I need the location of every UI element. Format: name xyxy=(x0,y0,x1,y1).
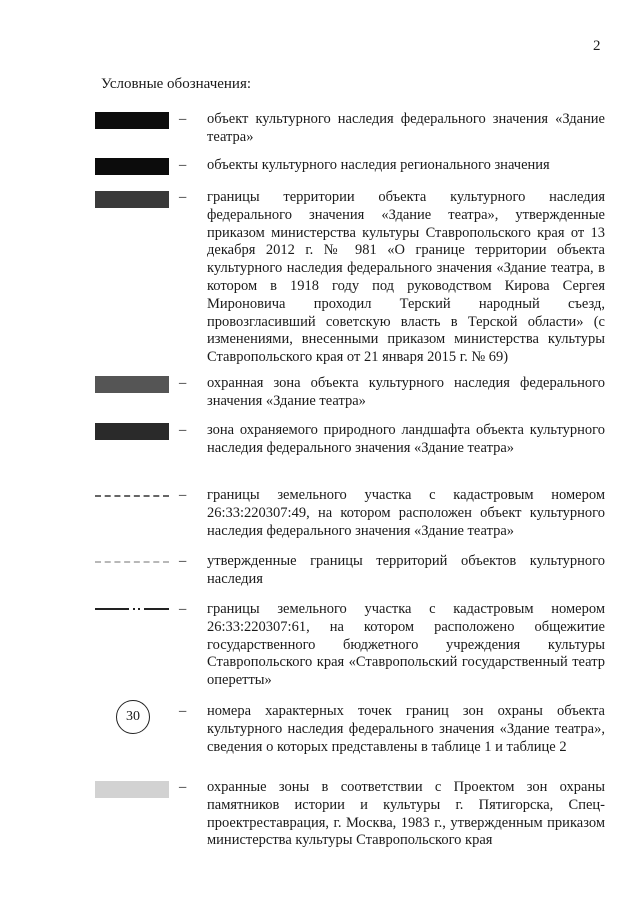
legend-item-text: охранная зона объекта культурного наследия федерального значения «Здание театра» xyxy=(207,375,605,409)
legend-symbol-black-fill xyxy=(95,158,169,175)
legend-title: Условные обозначения: xyxy=(101,76,252,92)
legend-item-text: номера характерных точек границ зон охраны объекта культурного наследия федерального значения «Здание театра», сведения о которых представлены в таблице 1 и таблице 2 xyxy=(207,703,605,755)
legend-item-text: границы территории объекта культурного наследия федерального значения «Здание театра», утвержденные приказом министерства культуры Ставропольского края от 13 декабря 2012 г. № 981 «О границе территории объекта культурного наследия федерального значения «Здание театра, в котором в 1918 году под руководством Кирова Сергея Мироновича проходил Терский народный съезд, провозгласивший советскую власть в Терской области» (с изменениями, внесенными приказом министерства культуры Ставропольского края от 21 января 2015 г. № 69) xyxy=(207,189,605,366)
legend-symbol-light-grey-fill xyxy=(95,781,169,798)
legend-symbol-light-dashed-line xyxy=(95,561,169,563)
legend-item-text: объекты культурного наследия регионального значения xyxy=(207,157,550,173)
legend-symbol-circled-number: 30 xyxy=(116,700,150,734)
legend-item-text: границы земельного участка с кадастровым номером 26:33:220307:61, на котором расположено общежитие государственного бюджетного учреждения культуры Ставропольского края «Ставропольский государственный театр оперетты» xyxy=(207,601,605,689)
legend-dash: – xyxy=(179,422,187,438)
legend-item-text: зона охраняемого природного ландшафта объекта культурного наследия федерального значения «Здание театра» xyxy=(207,422,605,456)
legend-dash: – xyxy=(179,375,187,391)
legend-dash: – xyxy=(179,779,187,795)
legend-dash: – xyxy=(179,111,187,127)
legend-symbol-black-fill xyxy=(95,112,169,129)
legend-item-text: объект культурного наследия федерального значения «Здание театра» xyxy=(207,111,605,145)
legend-symbol-dark-fill xyxy=(95,423,169,440)
legend-dash: – xyxy=(179,487,187,503)
legend-item-text: утвержденные границы территорий объектов культурного наследия xyxy=(207,553,605,587)
legend-dash: – xyxy=(179,189,187,205)
legend-dash: – xyxy=(179,553,187,569)
legend-symbol-grey-fill xyxy=(95,376,169,393)
legend-symbol-dashed-line xyxy=(95,495,169,497)
legend-symbol-dark-grey-fill xyxy=(95,191,169,208)
page-number: 2 xyxy=(593,38,601,54)
legend-dash: – xyxy=(179,157,187,173)
legend-dash: – xyxy=(179,703,187,719)
legend-item-text: границы земельного участка с кадастровым номером 26:33:220307:49, на котором расположен объект культурного наследия федерального значения «Здание театра» xyxy=(207,487,605,539)
legend-dash: – xyxy=(179,601,187,617)
legend-item-text: охранные зоны в соответствии с Проектом зон охраны памятников истории и культуры г. Пятигорска, Спец-проектреставрация, г. Москва, 1983 г., утвержденным приказом министерства культуры Ставропольского края xyxy=(207,779,605,849)
